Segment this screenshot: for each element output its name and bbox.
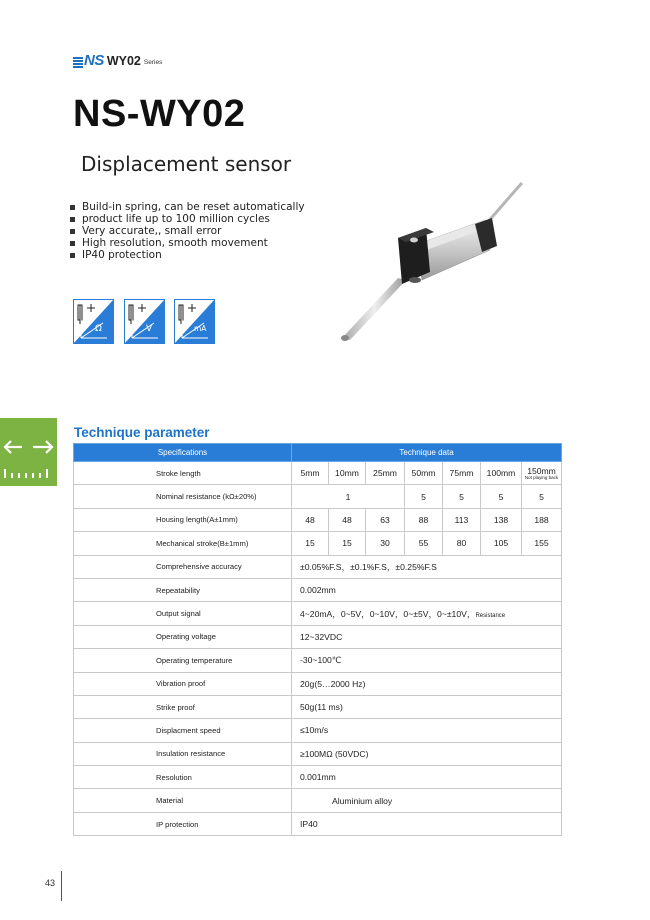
row-label: Housing length(A±1mm) [74,508,292,531]
cell: 15 [329,532,366,555]
header-technique-data: Technique data [292,444,562,462]
table-row [74,532,562,555]
cell: 48 [329,508,366,531]
page-title: NS-WY02 [73,93,246,135]
cell: 15 [292,532,329,555]
svg-text:Ω: Ω [95,324,102,334]
cell: 1 [292,485,405,508]
cell: 30 [366,532,405,555]
cell-value: 4~20mA，0~5V，0~10V，0~±5V，0~±10V， [300,608,476,619]
cell-suffix: Resistance [475,612,506,619]
svg-text:mA: mA [194,324,207,333]
cell-note: Not playing back [524,475,559,481]
section-title: Technique parameter [74,425,210,440]
cell: 50mm [405,462,443,485]
table-row [74,578,562,601]
cell: 88 [405,508,443,531]
row-label: Nominal resistance (kΩ±20%) [74,485,292,508]
cell: 5 [443,485,481,508]
cell: Aluminium alloy [292,789,562,812]
header-specifications: Specifications [74,444,292,462]
table-row [74,695,562,718]
cell: 80 [443,532,481,555]
cell [522,462,562,485]
row-label: Output signal [74,602,292,625]
cell: 55 [405,532,443,555]
table-row [74,742,562,765]
cell: 50g(11 ms) [292,695,562,718]
logo-stripes-icon [73,57,83,68]
model-name: WY02 [106,54,141,68]
spec-table [73,443,562,836]
cell-value: 150mm [527,466,556,477]
table-row [74,462,562,485]
side-tab [0,418,57,486]
row-label: Insulation resistance [74,742,292,765]
list-item: Build-in spring, can be reset automatically [68,201,305,213]
page-number: 43 [45,878,56,888]
row-label: Operating voltage [74,625,292,648]
table-row [74,649,562,672]
page-subtitle: Displacement sensor [81,152,292,176]
cell: 10mm [329,462,366,485]
cell: 5 [522,485,562,508]
resistance-output-icon [73,299,114,344]
cell: 12~32VDC [292,625,562,648]
row-label: Material [74,789,292,812]
cell: ≥100MΩ (50VDC) [292,742,562,765]
cell: IP40 [292,812,562,835]
row-label: Operating temperature [74,649,292,672]
row-label: Comprehensive accuracy [74,555,292,578]
cell: 155 [522,532,562,555]
table-row [74,766,562,789]
product-image [330,180,530,350]
cell: 100mm [481,462,522,485]
cell: 138 [481,508,522,531]
table-row [74,602,562,625]
cell: 75mm [443,462,481,485]
cell [292,602,562,625]
cell: 5 [405,485,443,508]
list-item: High resolution, smooth movement [68,237,305,249]
row-label: Vibration proof [74,672,292,695]
cell: ≤10m/s [292,719,562,742]
cell: 0.002mm [292,578,562,601]
list-item: Very accurate,, small error [68,225,305,237]
cell: 63 [366,508,405,531]
page-divider [61,871,62,901]
table-row [74,789,562,812]
list-item: product life up to 100 million cycles [68,213,305,225]
cell: 5 [481,485,522,508]
table-row [74,625,562,648]
row-label: Resolution [74,766,292,789]
row-label: Repeatability [74,578,292,601]
table-row [74,672,562,695]
table-row [74,812,562,835]
table-row [74,555,562,578]
cell: 113 [443,508,481,531]
cell: 25mm [366,462,405,485]
cell: 0.001mm [292,766,562,789]
list-item: IP40 protection [68,249,305,261]
row-label: Strike proof [74,695,292,718]
voltage-output-icon [124,299,165,344]
table-header-row [74,444,562,462]
row-label: Displacment speed [74,719,292,742]
current-output-icon [174,299,215,344]
cell: 188 [522,508,562,531]
cell: 48 [292,508,329,531]
row-label: IP protection [74,812,292,835]
series-label: Series [143,59,163,66]
row-label: Stroke length [74,462,292,485]
cell: -30~100℃ [292,649,562,672]
feature-list [68,201,305,261]
cell: 20g(5…2000 Hz) [292,672,562,695]
brand-name: NS [84,52,104,69]
svg-text:V: V [146,324,153,334]
table-row [74,508,562,531]
cell: 105 [481,532,522,555]
cell: ±0.05%F.S，±0.1%F.S，±0.25%F.S [292,555,562,578]
cell: 5mm [292,462,329,485]
row-label: Mechanical stroke(B±1mm) [74,532,292,555]
table-row [74,719,562,742]
table-row [74,485,562,508]
brand-logo [73,54,162,68]
